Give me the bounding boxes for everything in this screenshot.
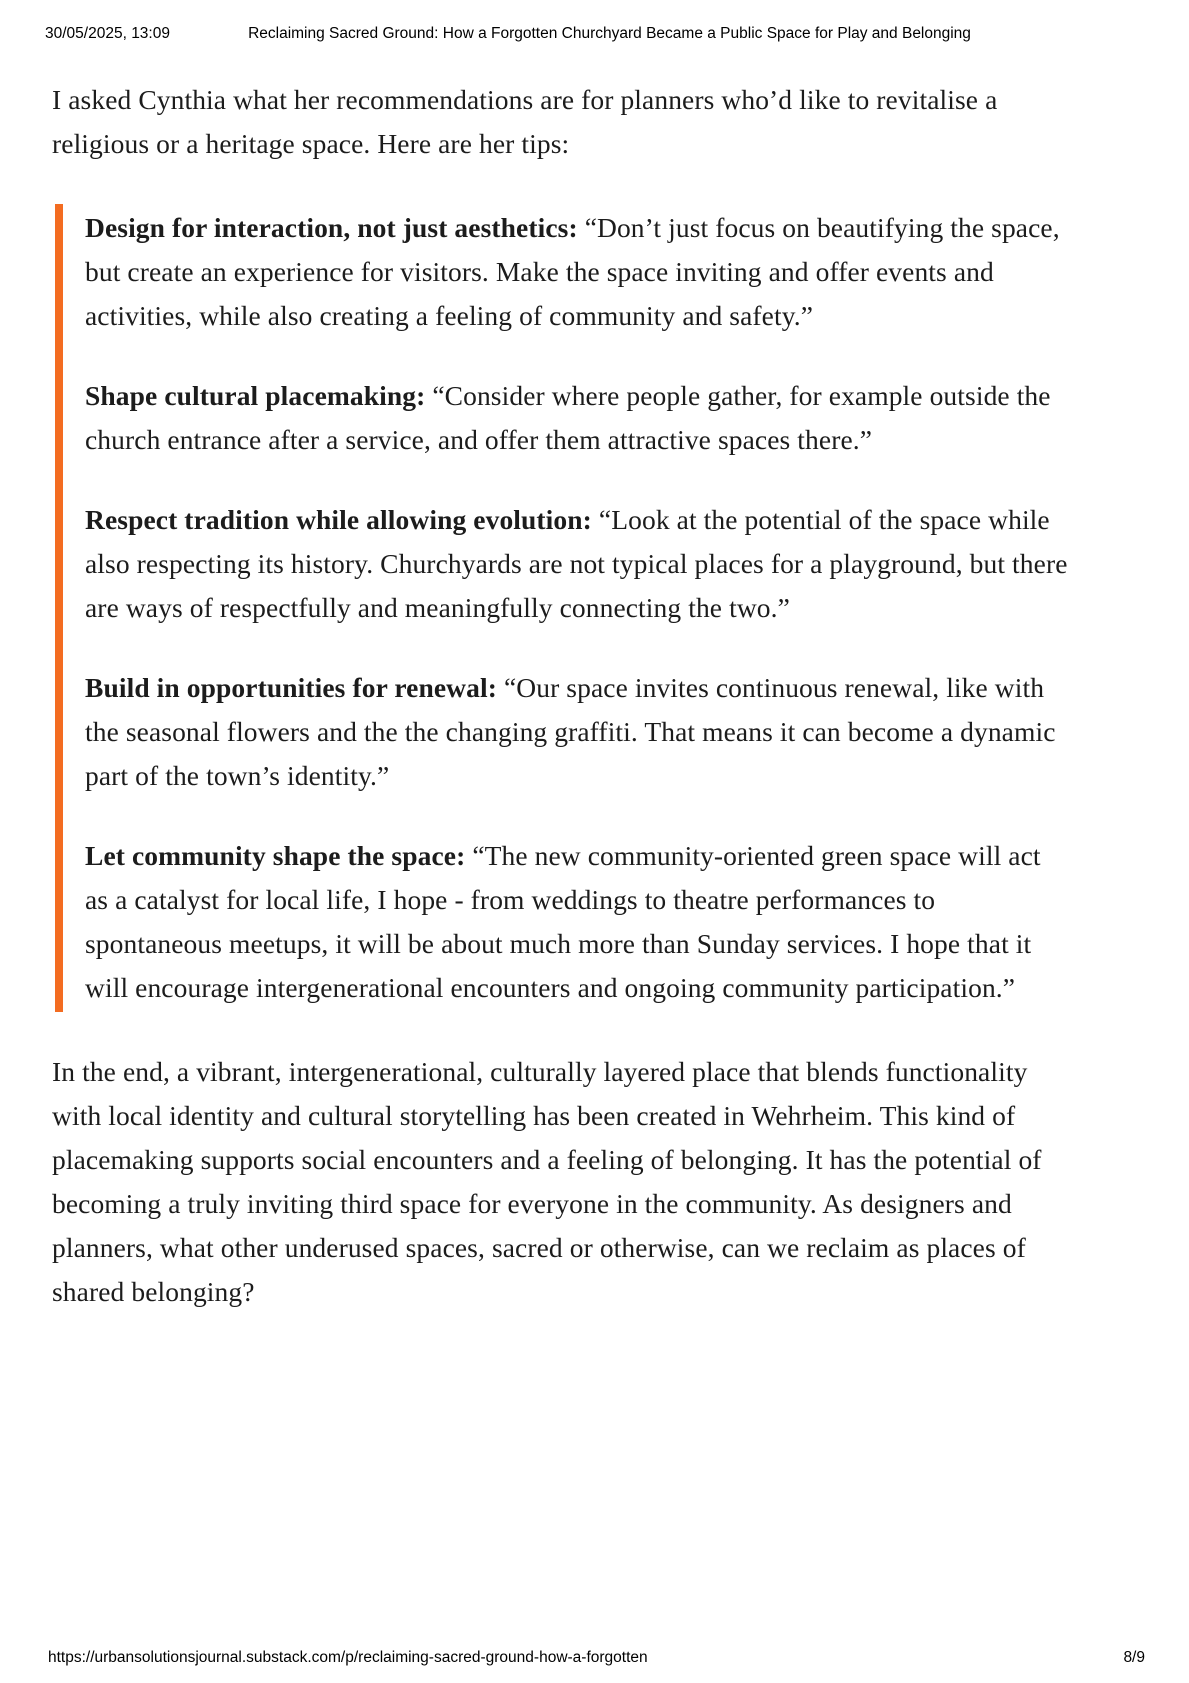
tips-blockquote <box>55 204 1068 1012</box>
tip-title: Build in opportunities for renewal: <box>85 672 497 703</box>
footer-page-number: 8/9 <box>1123 1649 1145 1666</box>
article-conclusion-paragraph: In the end, a vibrant, intergenerational, culturally layered place that blends functionality with local identity and cultural storytelling has been created in Wehrheim. This kind of placemaking supports social encounters and a feeling of belonging. It has the potential of becoming a truly inviting third space for everyone in the community. As designers and planners, what other underused spaces, sacred or otherwise, can we reclaim as places of shared belonging? <box>52 1056 1042 1307</box>
tip-title: Design for interaction, not just aesthetics: <box>85 212 578 243</box>
tip-text: “Look at the potential of the space while also respecting its history. Churchyards are not typical places for a playground, but there are ways of respectfully and meaningfully connecting the two.” <box>85 504 1068 623</box>
tip-title: Let community shape the space: <box>85 840 466 871</box>
article-intro-paragraph: I asked Cynthia what her recommendations are for planners who’d like to revitalise a religious or a heritage space. Here are her tips: <box>52 84 998 159</box>
tip-text: “Consider where people gather, for example outside the church entrance after a service, and offer them attractive spaces there.” <box>85 380 1051 455</box>
tip-title: Respect tradition while allowing evolution: <box>85 504 592 535</box>
article-content <box>52 78 1068 1314</box>
tip-text: “Our space invites continuous renewal, like with the seasonal flowers and the the changing graffiti. That means it can become a dynamic part of the town’s identity.” <box>85 672 1056 791</box>
print-header <box>45 24 1144 44</box>
footer-url: https://urbansolutionsjournal.substack.com/p/reclaiming-sacred-ground-how-a-forgotten <box>48 1649 648 1666</box>
tip-title: Shape cultural placemaking: <box>85 380 426 411</box>
tip-text: “The new community-oriented green space will act as a catalyst for local life, I hope - from weddings to theatre performances to spontaneous meetups, it will be about much more than Sunday services. I hope that it will encourage intergenerational encounters and ongoing community participation.” <box>85 840 1041 1003</box>
tip-text: “Don’t just focus on beautifying the space, but create an experience for visitors. Make the space inviting and offer events and activities, while also creating a feeling of community and safety.” <box>85 212 1060 331</box>
header-document-title: Reclaiming Sacred Ground: How a Forgotten Churchyard Became a Public Space for Play and Belonging <box>248 25 971 42</box>
tip-item <box>85 666 1068 798</box>
tip-item <box>85 834 1068 1010</box>
tip-item <box>85 206 1068 338</box>
tip-item <box>85 374 1068 462</box>
print-footer <box>48 1649 1145 1667</box>
header-datetime: 30/05/2025, 13:09 <box>45 25 170 42</box>
tip-item <box>85 498 1068 630</box>
